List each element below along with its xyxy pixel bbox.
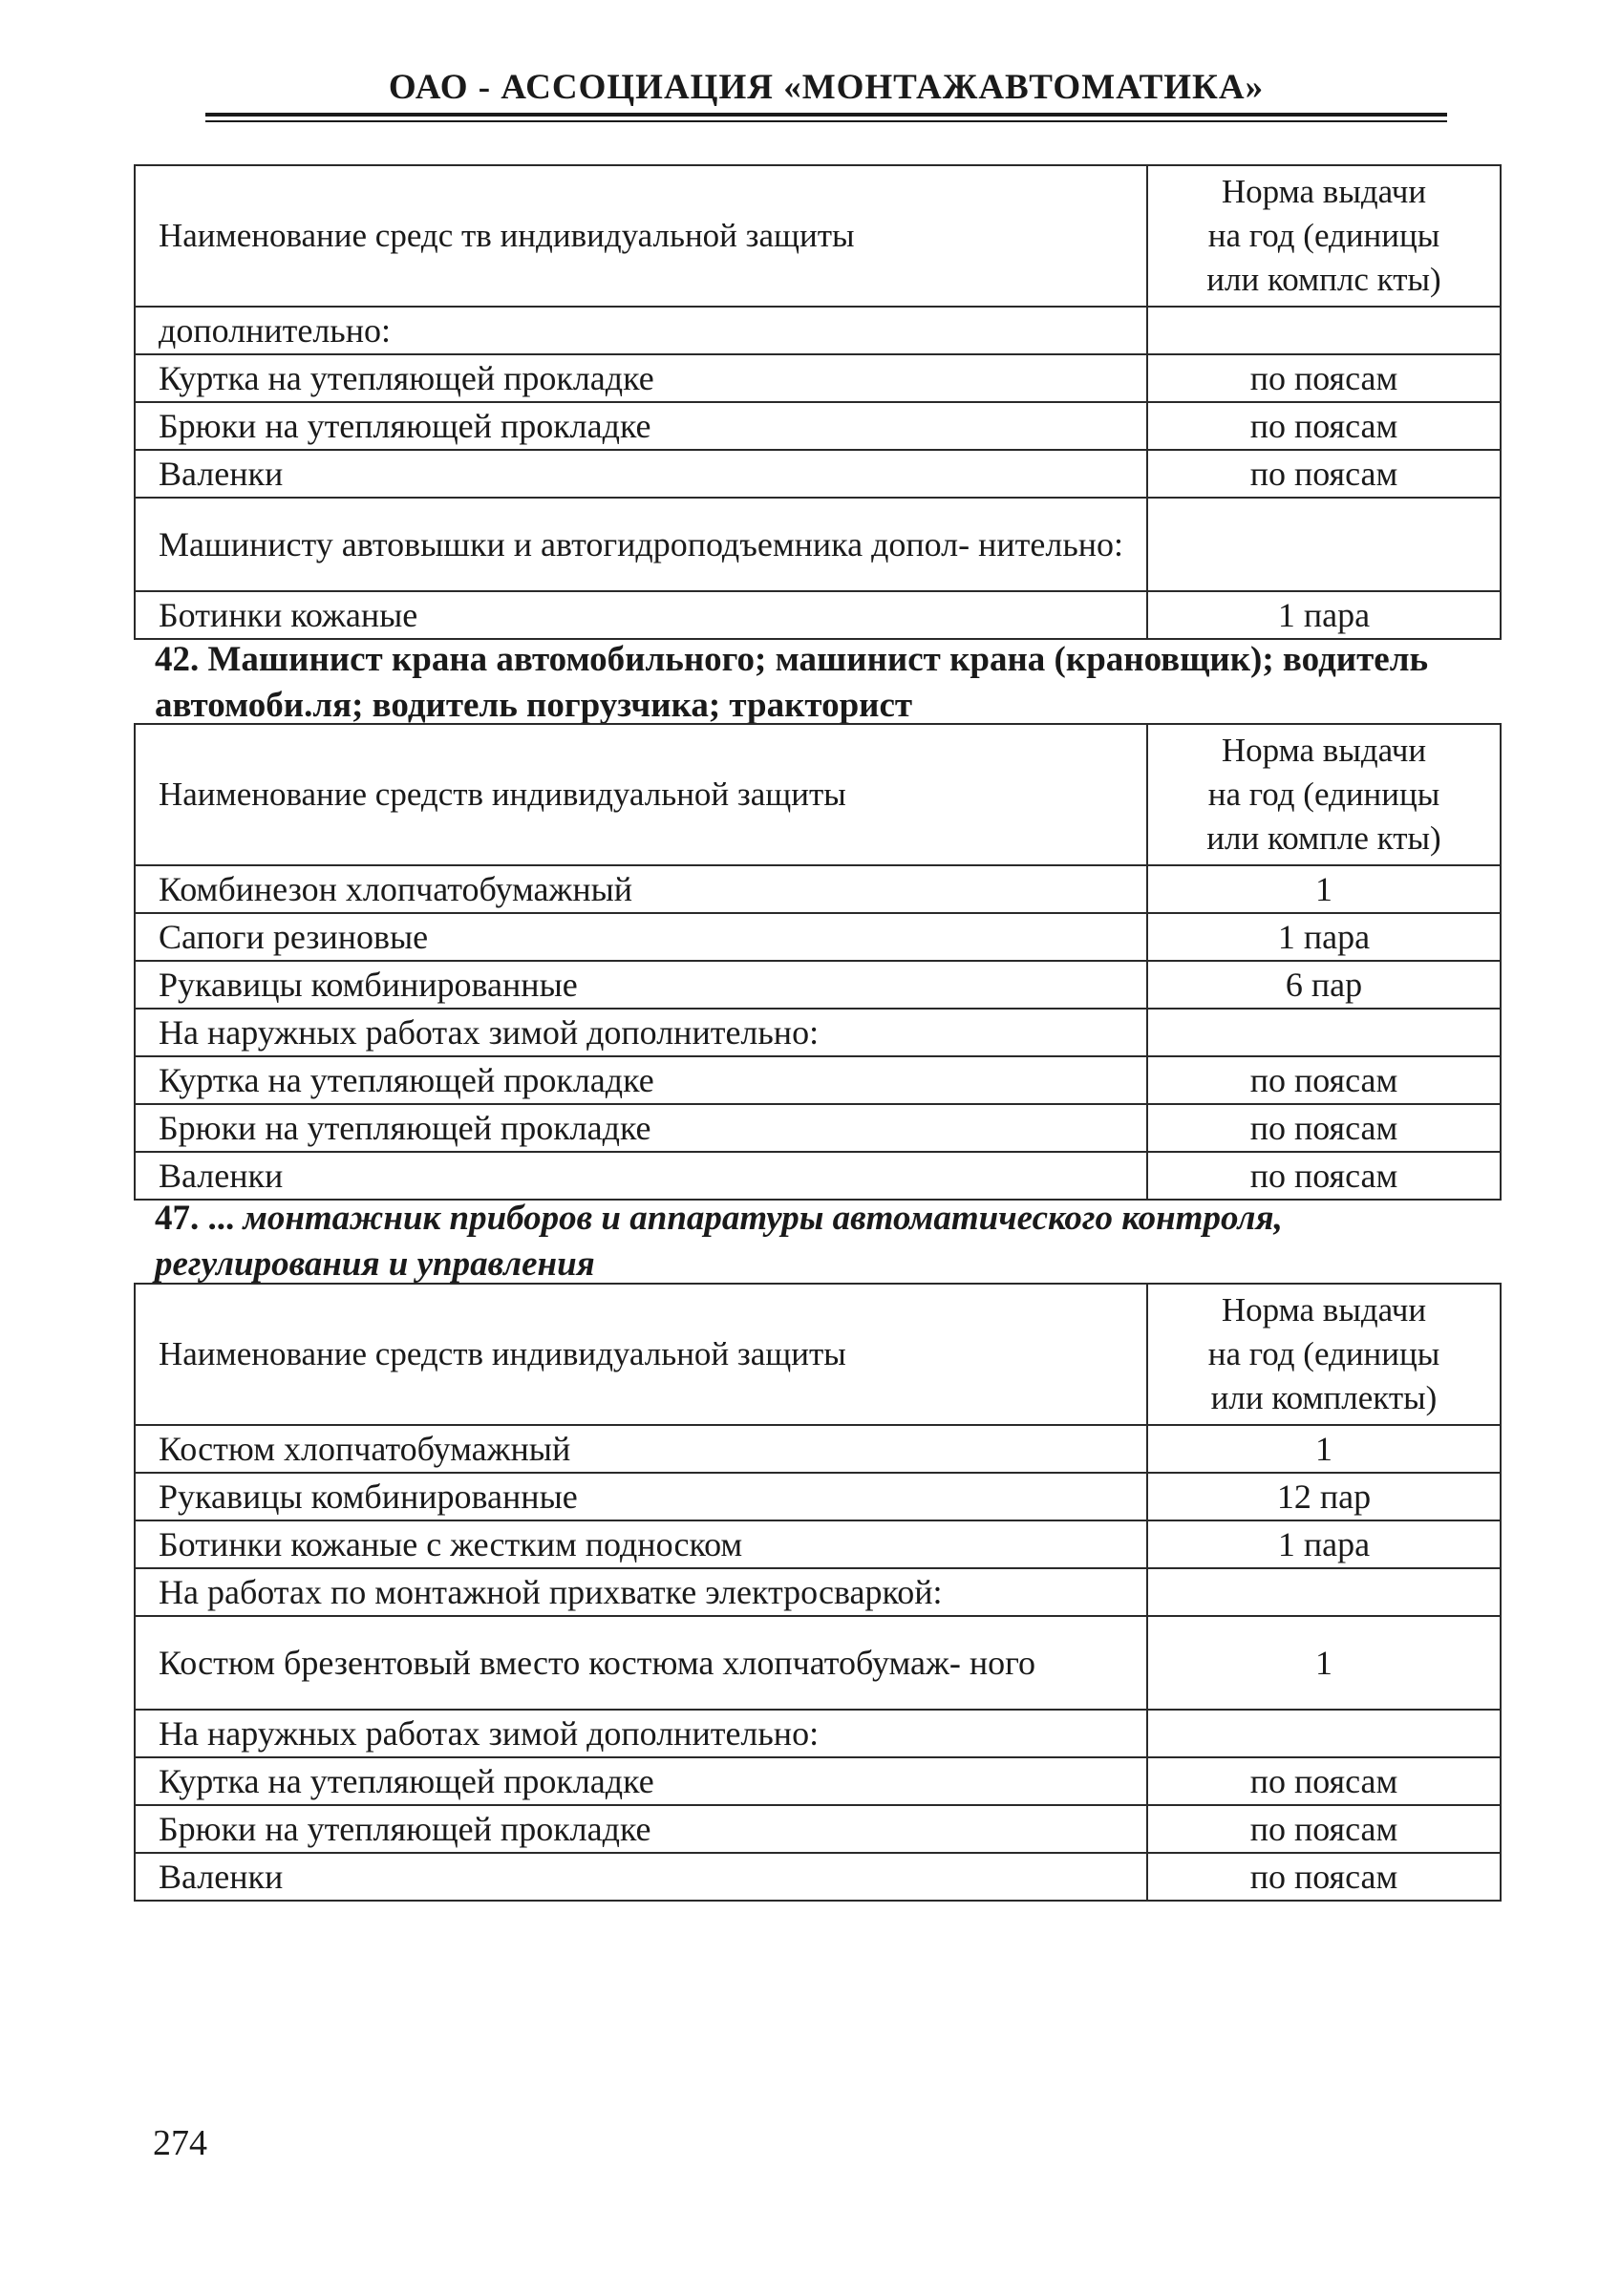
item-norm: по поясам	[1147, 1056, 1501, 1104]
table-row	[135, 498, 1501, 591]
item-name: Валенки	[135, 450, 1147, 498]
column-header-name: Наименование средств индивидуальной защиты	[135, 724, 1147, 865]
item-norm: 1 пара	[1147, 1520, 1501, 1568]
table-row	[135, 1805, 1501, 1853]
norm-header-line: на год (единицы	[1207, 217, 1440, 254]
table-row	[135, 402, 1501, 450]
item-name: Костюм хлопчатобумажный	[135, 1425, 1147, 1473]
item-name: Валенки	[135, 1152, 1147, 1200]
page-header-title: ОАО - АССОЦИАЦИЯ «МОНТАЖАВТОМАТИКА»	[388, 68, 1265, 107]
norm-header-line: Норма выдачи	[1221, 732, 1427, 769]
table-row	[135, 1853, 1501, 1901]
table-header-row	[135, 165, 1501, 307]
item-norm: по поясам	[1147, 1152, 1501, 1200]
item-norm	[1147, 307, 1501, 354]
item-name: Ботинки кожаные с жестким подноском	[135, 1520, 1147, 1568]
ppe-table-continuation	[134, 164, 1502, 640]
table-row	[135, 1568, 1501, 1616]
item-norm: по поясам	[1147, 354, 1501, 402]
item-name: дополнительно:	[135, 307, 1147, 354]
table-row	[135, 1520, 1501, 1568]
item-name: Костюм брезентовый вместо костюма хлопчатобумаж- ного	[135, 1616, 1147, 1710]
item-name: Валенки	[135, 1853, 1147, 1901]
item-norm: по поясам	[1147, 1853, 1501, 1901]
item-norm	[1147, 1710, 1501, 1757]
table-row	[135, 450, 1501, 498]
norm-header-line: Норма выдачи	[1221, 1291, 1427, 1329]
item-norm: 1 пара	[1147, 913, 1501, 961]
table-row	[135, 307, 1501, 354]
column-header-norm	[1147, 165, 1501, 307]
item-name: Ботинки кожаные	[135, 591, 1147, 639]
item-name: Куртка на утепляющей прокладке	[135, 1757, 1147, 1805]
table-row	[135, 913, 1501, 961]
table-row	[135, 1056, 1501, 1104]
table-row	[135, 1473, 1501, 1520]
section-heading-text: монтажник приборов и аппаратуры автоматического контроля, регулирования и управления	[155, 1199, 1283, 1284]
item-norm: 1	[1147, 1616, 1501, 1710]
item-name: Куртка на утепляющей прокладке	[135, 1056, 1147, 1104]
table-row	[135, 1152, 1501, 1200]
column-header-name: Наименование средств индивидуальной защиты	[135, 1284, 1147, 1425]
column-header-norm	[1147, 1284, 1501, 1425]
item-name: Комбинезон хлопчатобумажный	[135, 865, 1147, 913]
item-norm: по поясам	[1147, 1104, 1501, 1152]
table-header-row	[135, 1284, 1501, 1425]
item-norm: 1	[1147, 865, 1501, 913]
item-norm	[1147, 1009, 1501, 1056]
section-number: 47. ...	[155, 1199, 235, 1238]
norm-header-line: или компле кты)	[1206, 819, 1441, 857]
table-row	[135, 591, 1501, 639]
item-name: На наружных работах зимой дополнительно:	[135, 1710, 1147, 1757]
item-norm	[1147, 498, 1501, 591]
item-norm: по поясам	[1147, 450, 1501, 498]
item-name: Брюки на утепляющей прокладке	[135, 1104, 1147, 1152]
norm-header-line: или комплекты)	[1210, 1379, 1438, 1416]
table-row	[135, 865, 1501, 913]
table-row	[135, 1104, 1501, 1152]
column-header-name: Наименование средс тв индивидуальной защиты	[135, 165, 1147, 307]
item-name: Рукавицы комбинированные	[135, 1473, 1147, 1520]
table-row	[135, 961, 1501, 1009]
column-header-norm	[1147, 724, 1501, 865]
table-row	[135, 1616, 1501, 1710]
item-norm: по поясам	[1147, 402, 1501, 450]
ppe-table-42	[134, 723, 1502, 1201]
item-name: Брюки на утепляющей прокладке	[135, 1805, 1147, 1853]
norm-header-line: или комплс кты)	[1206, 261, 1441, 298]
table-row	[135, 1425, 1501, 1473]
item-name: На работах по монтажной прихватке электросваркой:	[135, 1568, 1147, 1616]
item-name: Брюки на утепляющей прокладке	[135, 402, 1147, 450]
ppe-table-47	[134, 1283, 1502, 1902]
item-name: Куртка на утепляющей прокладке	[135, 354, 1147, 402]
item-norm: по поясам	[1147, 1805, 1501, 1853]
item-name: Машинисту автовышки и автогидроподъемника допол- нительно:	[135, 498, 1147, 591]
item-name: На наружных работах зимой дополнительно:	[135, 1009, 1147, 1056]
item-name: Сапоги резиновые	[135, 913, 1147, 961]
item-norm: 1	[1147, 1425, 1501, 1473]
item-norm: 1 пара	[1147, 591, 1501, 639]
norm-header-line: Норма выдачи	[1221, 173, 1427, 210]
header-rule-thick	[205, 113, 1447, 117]
header-rule-thin	[205, 120, 1447, 122]
norm-header-line: на год (единицы	[1207, 776, 1440, 813]
item-norm: по поясам	[1147, 1757, 1501, 1805]
item-name: Рукавицы комбинированные	[135, 961, 1147, 1009]
item-norm: 6 пар	[1147, 961, 1501, 1009]
item-norm	[1147, 1568, 1501, 1616]
table-row	[135, 354, 1501, 402]
table-row	[135, 1757, 1501, 1805]
section-title-42: 42. Машинист крана автомобильного; машинист крана (крановщик); водитель автомоби.ля; водитель погрузчика; тракторист	[155, 640, 1429, 725]
table-row	[135, 1009, 1501, 1056]
norm-header-line: на год (единицы	[1207, 1335, 1440, 1372]
table-header-row	[135, 724, 1501, 865]
section-title-47	[155, 1196, 1492, 1287]
page-number: 274	[153, 2123, 207, 2163]
item-norm: 12 пар	[1147, 1473, 1501, 1520]
table-row	[135, 1710, 1501, 1757]
